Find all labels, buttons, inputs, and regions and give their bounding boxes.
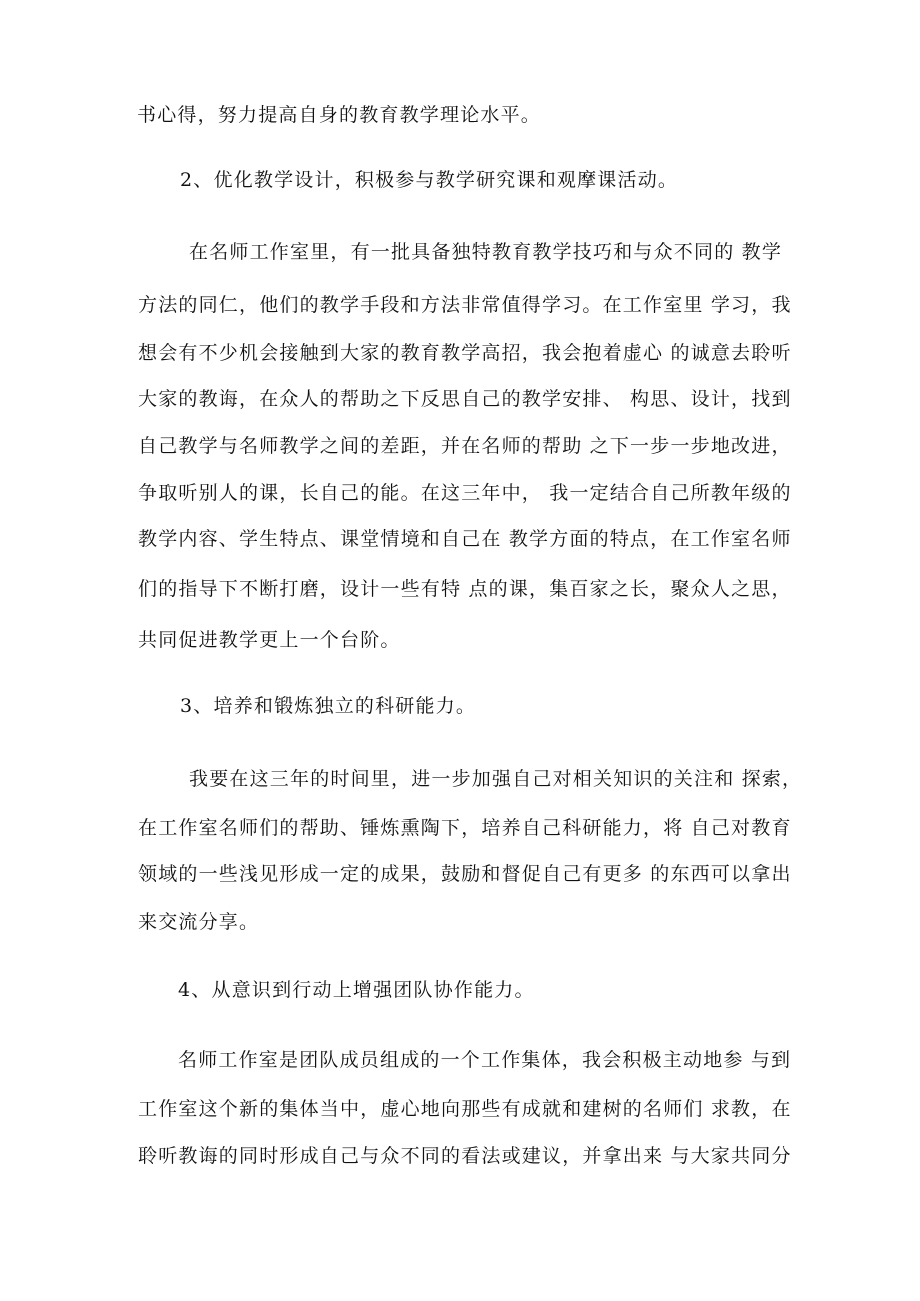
text-line-6: 大家的教诲，在众人的帮助之下反思自己的教学安排、 构思、设计，找到 (138, 388, 792, 410)
text-line-13: 我要在这三年的时间里，进一步加强自己对相关知识的关注和 探索， (189, 768, 803, 790)
text-line-9: 教学内容、学生特点、课堂情境和自己在 教学方面的特点，在工作室名师 (138, 528, 792, 550)
text-line-20: 聆听教诲的同时形成自己与众不同的看法或建议，并拿出来 与大家共同分 (138, 1145, 792, 1167)
text-line-12: 3、培养和锻炼独立的科研能力。 (180, 695, 477, 717)
text-line-7: 自己教学与名师教学之间的差距，并在名师的帮助 之下一步一步地改进， (138, 435, 792, 457)
text-line-4: 方法的同仁，他们的教学手段和方法非常值得学习。在工作室里 学习，我 (138, 294, 792, 316)
text-line-17: 4、从意识到行动上增强团队协作能力。 (178, 979, 535, 1001)
text-line-19: 工作室这个新的集体当中，虚心地向那些有成就和建树的名师们 求教，在 (138, 1098, 792, 1120)
text-line-1: 书心得，努力提高自身的教育教学理论水平。 (137, 104, 542, 126)
text-line-3: 在名师工作室里，有一批具备独特教育教学技巧和与众不同的 教学 (189, 241, 783, 263)
text-line-10: 们的指导下不断打磨，设计一些有特 点的课，集百家之长，聚众人之思， (138, 578, 792, 600)
text-line-16: 来交流分享。 (138, 911, 260, 933)
text-line-2: 2、优化教学设计，积极参与教学研究课和观摩课活动。 (180, 169, 679, 191)
text-line-5: 想会有不少机会接触到大家的教育教学高招，我会抱着虚心 的诚意去聆听 (138, 342, 792, 364)
text-line-18: 名师工作室是团队成员组成的一个工作集体，我会积极主动地参 与到 (178, 1049, 792, 1071)
text-line-14: 在工作室名师们的帮助、锤炼熏陶下，培养自己科研能力，将 自己对教育 (138, 817, 792, 839)
text-line-15: 领域的一些浅见形成一定的成果，鼓励和督促自己有更多 的东西可以拿出 (138, 863, 792, 885)
text-line-8: 争取听别人的课，长自己的能。在这三年中， 我一定结合自己所教年级的 (138, 482, 792, 504)
text-line-11: 共同促进教学更上一个台阶。 (138, 629, 401, 651)
